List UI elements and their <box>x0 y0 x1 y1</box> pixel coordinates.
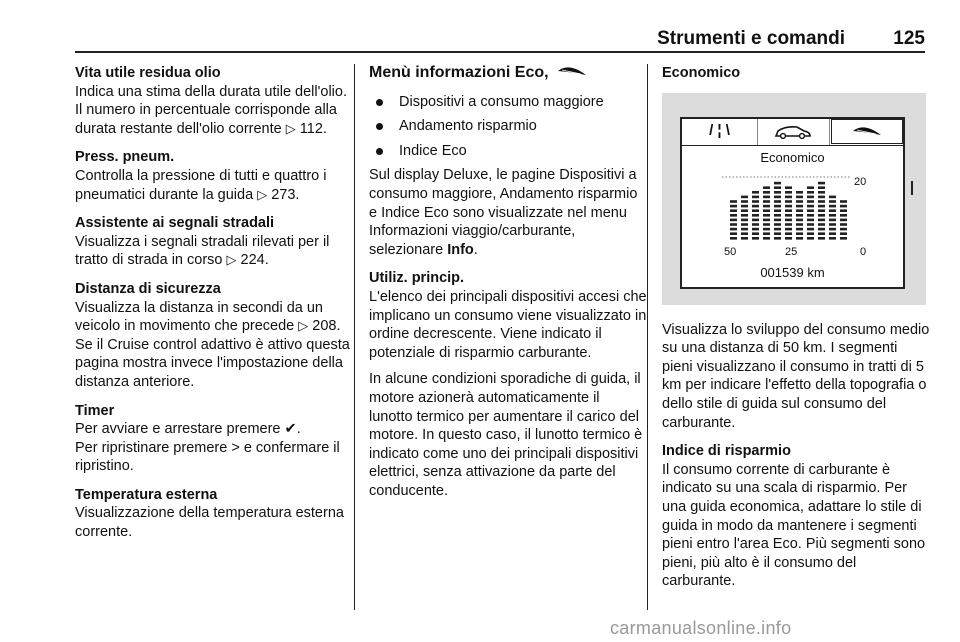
consumption-bar <box>752 191 759 240</box>
page-ref[interactable]: 273. <box>271 186 300 203</box>
eco-menu-list <box>369 93 647 161</box>
eco-leaf-icon <box>851 124 883 138</box>
header-rule <box>75 51 925 53</box>
display-tabs <box>682 119 903 146</box>
column-1 <box>75 64 353 552</box>
section-main-consumers: Utiliz. princip. L'elenco dei principali dispositivi accesi che implicano un consumo viene visualizzato in ordine decrescente. Viene indicato il potenziale di risparmio carburante. <box>369 270 647 361</box>
consumption-bar <box>730 200 737 239</box>
section-heading: Utiliz. princip. <box>369 270 465 287</box>
tab-eco <box>831 119 903 144</box>
display-title: Economico <box>760 149 825 165</box>
tab-vehicle <box>757 119 830 145</box>
consumption-bars <box>682 169 903 249</box>
section-timer: Timer Per avviare e arrestare premere ✔. Per ripristinare premere > e confermare il ripristino. <box>75 402 353 476</box>
consumption-bar <box>785 186 792 239</box>
page-ref-icon[interactable]: ▷ <box>257 186 268 202</box>
column-3 <box>662 64 930 599</box>
eco-leaf-icon <box>557 64 587 78</box>
economy-paragraph: Visualizza lo sviluppo del consumo medio su una distanza di 50 km. I segmenti pieni visualizzano il consumo in tratti di 5 km per indicare l'effetto della topografia o dello stile di guida sul consumo del carburante. <box>662 321 930 431</box>
column-divider <box>647 64 648 610</box>
section-heading: Indice di risparmio <box>662 443 791 460</box>
timer-line2: Per ripristinare premere <box>75 439 232 456</box>
consumption-bar <box>840 200 847 239</box>
car-icon <box>773 124 813 140</box>
watermark: carmanualsonline.info <box>610 618 792 638</box>
deluxe-paragraph: Sul display Deluxe, le pagine Dispositivi a consumo maggiore, Andamento risparmio e Indice Eco sono visualizzate nel menu Informazioni viaggio/carburante, selezionare Info. <box>369 167 638 258</box>
display-screen <box>680 117 905 289</box>
axis-label: 50 <box>724 245 737 258</box>
section-oil-life <box>75 64 353 138</box>
chevron-right-icon: > <box>231 439 240 456</box>
section-text: Visualizza la distanza in secondi da un veicolo in movimento che precede <box>75 299 324 335</box>
axis-label: 0 <box>860 245 867 258</box>
odometer: 001539 km <box>760 264 825 280</box>
checkmark-icon: ✔ <box>284 421 297 438</box>
page-ref[interactable]: 224. <box>240 252 269 269</box>
economy-figure <box>662 93 926 305</box>
list-item: Indice Eco <box>369 142 647 161</box>
axis-label: 20 <box>854 175 867 188</box>
page-ref-icon[interactable]: ▷ <box>226 252 237 268</box>
consumption-bar <box>807 186 814 239</box>
timer-line1: Per avviare e arrestare premere <box>75 421 285 438</box>
section-outside-temp <box>75 486 353 542</box>
scroll-indicator <box>911 181 913 195</box>
consumption-bar <box>741 195 748 239</box>
section-heading: Timer <box>75 402 115 419</box>
consumption-bar <box>774 181 781 239</box>
section-savings-index: Indice di risparmio Il consumo corrente di carburante è indicato su una scala di risparmio. Per una guida economica, adattare lo stile di guida in modo da mantenere i segmenti pieni entro l'area Eco. Più segmenti sono pieni, più alto è il consumo del carburante. <box>662 442 930 591</box>
section-text: Visualizzazione della temperatura esterna corrente. <box>75 505 344 541</box>
column-2 <box>369 64 647 508</box>
list-item: Andamento risparmio <box>369 117 647 136</box>
tab-trip: / ¦ \ <box>682 119 758 145</box>
section-text: Visualizza i segnali stradali rilevati per il tratto di strada in corso <box>75 233 330 269</box>
column-divider <box>354 64 355 610</box>
section-text: Controlla la pressione di tutti e quattro i pneumatici durante la guida <box>75 167 327 203</box>
section-heading: Distanza di sicurezza <box>75 280 221 297</box>
page-ref-icon[interactable]: ▷ <box>285 120 296 136</box>
page-ref-icon[interactable]: ▷ <box>298 318 309 334</box>
consumption-bar <box>796 191 803 240</box>
section-heading: Assistente ai segnali stradali <box>75 215 275 232</box>
page-header <box>75 28 925 50</box>
section-heading: Vita utile residua olio <box>75 65 221 81</box>
section-text-after: Se il Cruise control adattivo è attivo questa pagina mostra invece l'impostazione della distanza anteriore. <box>75 336 350 390</box>
page-ref[interactable]: 112. <box>299 120 327 137</box>
section-heading: Temperatura esterna <box>75 486 218 503</box>
economy-heading: Economico <box>662 65 741 81</box>
page-number: 125 <box>893 28 925 49</box>
info-keyword: Info <box>447 241 474 258</box>
section-heading: Press. pneum. <box>75 149 175 166</box>
header-title: Strumenti e comandi <box>657 28 845 49</box>
rear-window-paragraph: In alcune condizioni sporadiche di guida, il motore azionerà automaticamente il lunotto termico per aumentare il carico del motore. In questo caso, il lunotto termico è indicato come uno dei principali dispositivi elettrici, senza attivazione da parte del conducente. <box>369 371 643 499</box>
list-item: Dispositivi a consumo maggiore <box>369 93 647 112</box>
section-tyre-pressure <box>75 148 353 204</box>
consumption-bar <box>829 195 836 239</box>
section-traffic-sign <box>75 214 353 270</box>
page-ref[interactable]: 208. <box>312 318 341 335</box>
eco-menu-heading: Menù informazioni Eco, <box>369 64 647 83</box>
section-text: Indica una stima della durata utile dell'olio. Il numero in percentuale corrisponde alla durata restante dell'olio corrente <box>75 83 347 137</box>
section-following-distance <box>75 280 353 392</box>
consumption-bar <box>763 186 770 239</box>
consumption-bar <box>818 181 825 239</box>
axis-label: 25 <box>785 245 798 258</box>
